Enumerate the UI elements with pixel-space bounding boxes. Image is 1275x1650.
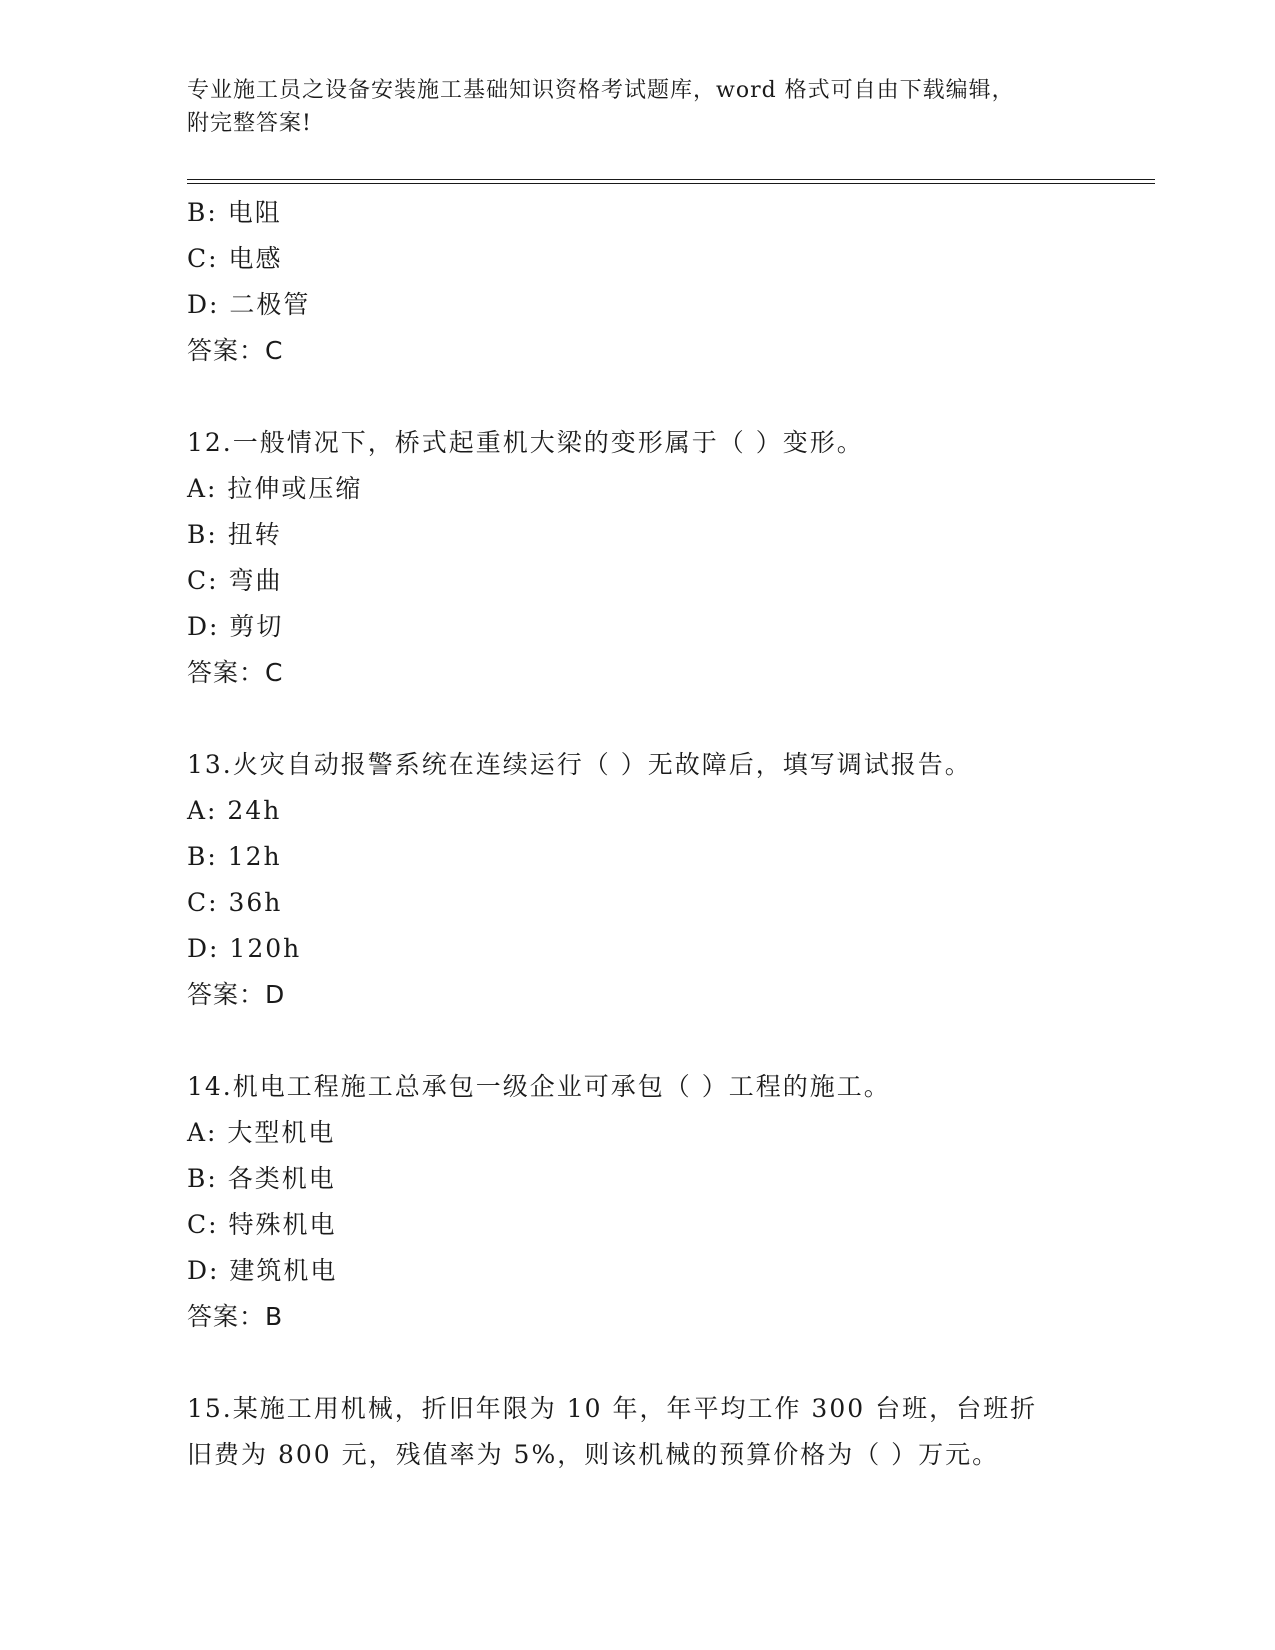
option-d: D: 120h: [187, 934, 302, 963]
question-content: [187, 190, 1137, 1478]
answer-line: 答案：C: [187, 658, 284, 687]
question-stem: 13.火灾自动报警系统在连续运行（ ）无故障后，填写调试报告。: [187, 750, 972, 779]
header-divider: [187, 179, 1155, 185]
spacer: [187, 374, 1137, 420]
document-header: [187, 74, 1067, 140]
question-stem: 12.一般情况下，桥式起重机大梁的变形属于（ ）变形。: [187, 428, 864, 457]
option-c: C: 弯曲: [187, 566, 283, 595]
question-stem: 14.机电工程施工总承包一级企业可承包（ ）工程的施工。: [187, 1072, 891, 1101]
option-a: A: 拉伸或压缩: [187, 474, 363, 503]
option-b: B: 扭转: [187, 520, 282, 549]
divider-line-bottom: [187, 183, 1155, 184]
question-11-tail: [187, 190, 1137, 374]
question-13: [187, 742, 1137, 1018]
option-a: A: 24h: [187, 796, 282, 825]
option-c: C: 电感: [187, 244, 283, 273]
divider-line-top: [187, 179, 1155, 180]
header-title-line-2: 附完整答案!: [187, 111, 312, 136]
option-d: D: 建筑机电: [187, 1256, 338, 1285]
answer-line: 答案：D: [187, 980, 286, 1009]
answer-line: 答案：C: [187, 336, 284, 365]
question-15: [187, 1386, 1137, 1478]
option-b: B: 各类机电: [187, 1164, 336, 1193]
option-d: D: 二极管: [187, 290, 311, 319]
option-c: C: 36h: [187, 888, 283, 917]
question-14: [187, 1064, 1137, 1340]
spacer: [187, 1018, 1137, 1064]
question-12: [187, 420, 1137, 696]
option-b: B: 12h: [187, 842, 282, 871]
spacer: [187, 696, 1137, 742]
question-stem-line-2: 旧费为 800 元，残值率为 5%，则该机械的预算价格为（ ）万元。: [187, 1440, 1000, 1469]
option-c: C: 特殊机电: [187, 1210, 337, 1239]
option-d: D: 剪切: [187, 612, 284, 641]
spacer: [187, 1340, 1137, 1386]
answer-line: 答案：B: [187, 1302, 284, 1331]
header-title-line-1: 专业施工员之设备安装施工基础知识资格考试题库，word 格式可自由下载编辑，: [187, 78, 1015, 103]
option-a: A: 大型机电: [187, 1118, 336, 1147]
question-stem-line-1: 15.某施工用机械，折旧年限为 10 年，年平均工作 300 台班，台班折: [187, 1394, 1038, 1423]
option-b: B: 电阻: [187, 198, 282, 227]
